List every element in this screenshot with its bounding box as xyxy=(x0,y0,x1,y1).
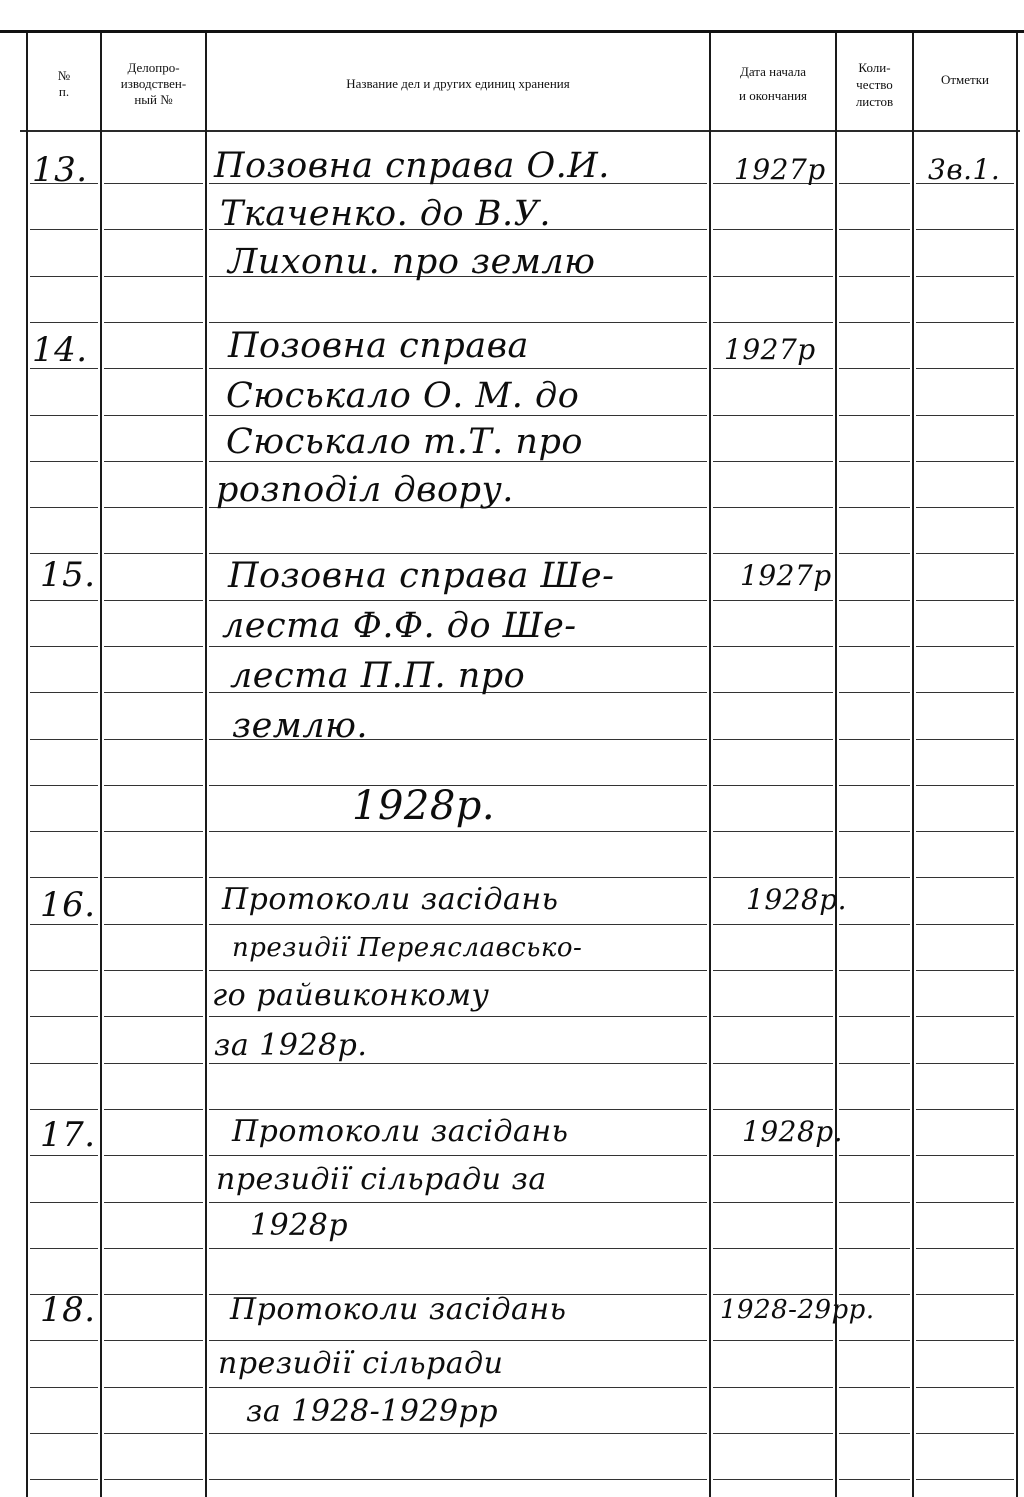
entry-title-line: розподіл двору. xyxy=(216,470,514,510)
ruled-line xyxy=(839,1016,910,1017)
entry-title-line: леста П.П. про xyxy=(230,656,526,696)
ruled-line xyxy=(916,785,1014,786)
ruled-line xyxy=(916,1202,1014,1203)
ruled-line xyxy=(916,831,1014,832)
ruled-line xyxy=(104,1109,203,1110)
col-line-2 xyxy=(205,33,207,1497)
ruled-line xyxy=(713,229,833,230)
ruled-line xyxy=(104,1063,203,1064)
ruled-line xyxy=(916,322,1014,323)
entry-title-line: леста Ф.Ф. до Ше- xyxy=(222,606,577,646)
ruled-line xyxy=(30,415,98,416)
ruled-line xyxy=(30,831,98,832)
entry-number: 13. xyxy=(32,150,88,190)
ruled-line xyxy=(839,415,910,416)
ruled-line xyxy=(104,1340,203,1341)
ruled-line xyxy=(713,646,833,647)
ruled-line xyxy=(916,1063,1014,1064)
ruled-line xyxy=(209,1433,707,1434)
ruled-line xyxy=(104,831,203,832)
ruled-line xyxy=(30,461,98,462)
ruled-line xyxy=(713,507,833,508)
ruled-line xyxy=(104,229,203,230)
entry-title-line: президії сільради за xyxy=(216,1162,547,1197)
ruled-line xyxy=(104,322,203,323)
ruled-line xyxy=(209,553,707,554)
top-border xyxy=(0,30,1024,33)
ruled-line xyxy=(713,553,833,554)
ruled-line xyxy=(30,553,98,554)
entry-title-line: Сюськало О. М. до xyxy=(226,376,580,416)
ruled-line xyxy=(104,877,203,878)
entry-number: 16. xyxy=(40,885,96,925)
ruled-line xyxy=(30,1063,98,1064)
ruled-line xyxy=(916,739,1014,740)
header-notes: Отметки xyxy=(940,72,990,87)
ruled-line xyxy=(839,368,910,369)
ruled-line xyxy=(839,924,910,925)
ruled-line xyxy=(30,785,98,786)
ruled-line xyxy=(713,600,833,601)
ruled-line xyxy=(916,461,1014,462)
header-sheet-count: Коли- чество листов xyxy=(855,59,894,109)
ruled-line xyxy=(839,739,910,740)
ruled-line xyxy=(713,924,833,925)
ruled-line xyxy=(713,1063,833,1064)
entry-title-line: Сюськало т.Т. про xyxy=(226,422,583,462)
ruled-line xyxy=(104,600,203,601)
ruled-line xyxy=(916,1387,1014,1388)
ruled-line xyxy=(713,1109,833,1110)
ruled-line xyxy=(839,1340,910,1341)
ruled-line xyxy=(30,692,98,693)
entry-title-line: за 1928-1929рр xyxy=(246,1394,499,1429)
ruled-line xyxy=(104,1202,203,1203)
ruled-line xyxy=(104,1433,203,1434)
ruled-line xyxy=(104,924,203,925)
ruled-line xyxy=(30,1387,98,1388)
ruled-line xyxy=(916,877,1014,878)
entry-title-line: Ткаченко. до В.У. xyxy=(220,194,552,234)
entry-title-line: за 1928р. xyxy=(214,1028,368,1063)
ruled-line xyxy=(209,1387,707,1388)
ruled-line xyxy=(209,646,707,647)
ruled-line xyxy=(30,646,98,647)
ruled-line xyxy=(713,877,833,878)
col-line-left xyxy=(26,33,28,1497)
ruled-line xyxy=(713,322,833,323)
ruled-line xyxy=(713,785,833,786)
entry-date: 1927р xyxy=(724,333,816,366)
ruled-line xyxy=(30,1340,98,1341)
col-line-1 xyxy=(100,33,102,1497)
ruled-line xyxy=(713,831,833,832)
ruled-line xyxy=(839,1433,910,1434)
ruled-line xyxy=(713,415,833,416)
ruled-line xyxy=(30,877,98,878)
ruled-line xyxy=(916,970,1014,971)
col-line-3 xyxy=(709,33,711,1497)
entry-number: 15. xyxy=(40,555,96,595)
ruled-line xyxy=(104,646,203,647)
ruled-line xyxy=(209,831,707,832)
ruled-line xyxy=(916,368,1014,369)
ruled-line xyxy=(104,739,203,740)
ruled-line xyxy=(104,1294,203,1295)
entry-date: 1928р. xyxy=(746,883,848,916)
header-dates: Дата начала и окончания xyxy=(738,64,808,103)
ruled-line xyxy=(713,739,833,740)
col-line-5 xyxy=(912,33,914,1497)
ruled-line xyxy=(839,831,910,832)
entry-title-line: Позовна справа О.И. xyxy=(214,146,610,186)
ruled-line xyxy=(30,507,98,508)
ruled-line xyxy=(30,1202,98,1203)
col-line-right xyxy=(1016,33,1018,1497)
ruled-line xyxy=(209,1155,707,1156)
entry-date: 1928р. xyxy=(742,1115,844,1148)
entry-title-line: землю. xyxy=(232,706,369,746)
ruled-line xyxy=(713,1155,833,1156)
entry-date: 1928-29рр. xyxy=(720,1295,875,1325)
ruled-line xyxy=(839,785,910,786)
ruled-line xyxy=(839,507,910,508)
ruled-line xyxy=(839,183,910,184)
ruled-line xyxy=(209,1479,707,1480)
ruled-line xyxy=(209,924,707,925)
ruled-line xyxy=(209,1016,707,1017)
ruled-line xyxy=(104,461,203,462)
ruled-line xyxy=(209,322,707,323)
ruled-line xyxy=(209,1202,707,1203)
ruled-line xyxy=(916,1248,1014,1249)
entry-number: 18. xyxy=(40,1290,96,1330)
ruled-line xyxy=(839,1202,910,1203)
ruled-line xyxy=(839,1063,910,1064)
ruled-line xyxy=(839,276,910,277)
entry-title-line: президії сільради xyxy=(218,1346,504,1381)
ruled-line xyxy=(209,600,707,601)
ruled-line xyxy=(916,692,1014,693)
ruled-line xyxy=(713,1016,833,1017)
ruled-line xyxy=(916,1016,1014,1017)
entry-title-line: Протоколи засідань xyxy=(222,882,559,917)
ruled-line xyxy=(104,1248,203,1249)
ruled-line xyxy=(104,1016,203,1017)
ruled-line xyxy=(916,1294,1014,1295)
ruled-line xyxy=(916,1433,1014,1434)
ruled-line xyxy=(104,507,203,508)
ruled-line xyxy=(209,1248,707,1249)
ruled-line xyxy=(209,368,707,369)
ruled-line xyxy=(839,970,910,971)
entry-title-line: го райвиконкому xyxy=(212,978,490,1013)
ruled-line xyxy=(916,600,1014,601)
ruled-line xyxy=(30,1155,98,1156)
ruled-line xyxy=(30,970,98,971)
ruled-line xyxy=(839,1109,910,1110)
ruled-line xyxy=(30,1248,98,1249)
ruled-line xyxy=(916,1155,1014,1156)
ruled-line xyxy=(916,553,1014,554)
entry-title-line: Протоколи засідань xyxy=(230,1292,567,1327)
ruled-line xyxy=(104,1387,203,1388)
ruled-line xyxy=(916,415,1014,416)
ruled-line xyxy=(104,1479,203,1480)
ruled-line xyxy=(30,1109,98,1110)
ruled-line xyxy=(839,877,910,878)
ruled-line xyxy=(839,229,910,230)
ruled-line xyxy=(104,415,203,416)
ruled-line xyxy=(209,970,707,971)
entry-date: 1927р xyxy=(740,559,832,592)
ruled-line xyxy=(30,229,98,230)
ruled-line xyxy=(713,276,833,277)
entry-title-line: президії Переяславсько- xyxy=(232,933,583,963)
ruled-line xyxy=(30,1433,98,1434)
ruled-line xyxy=(209,877,707,878)
ruled-line xyxy=(104,553,203,554)
ruled-line xyxy=(916,229,1014,230)
entry-number: 14. xyxy=(32,330,88,370)
ruled-line xyxy=(209,1109,707,1110)
entry-title-line: Позовна справа xyxy=(228,326,529,366)
ruled-line xyxy=(713,1387,833,1388)
ruled-line xyxy=(839,1479,910,1480)
header-number: № п. xyxy=(57,68,71,99)
ruled-line xyxy=(30,276,98,277)
entry-number: 17. xyxy=(40,1115,96,1155)
ruled-line xyxy=(713,970,833,971)
ruled-line xyxy=(30,1479,98,1480)
ruled-line xyxy=(713,1340,833,1341)
ruled-line xyxy=(713,1248,833,1249)
entry-note: 3в.1. xyxy=(928,153,1001,186)
ruled-line xyxy=(209,1340,707,1341)
ruled-line xyxy=(30,600,98,601)
ruled-line xyxy=(839,692,910,693)
ruled-line xyxy=(916,1479,1014,1480)
year-divider: 1928р. xyxy=(352,783,496,829)
ruled-line xyxy=(104,1155,203,1156)
ruled-line xyxy=(713,461,833,462)
ruled-line xyxy=(104,183,203,184)
ruled-line xyxy=(104,785,203,786)
ruled-line xyxy=(916,1109,1014,1110)
ruled-line xyxy=(104,276,203,277)
ruled-line xyxy=(916,507,1014,508)
ruled-line xyxy=(839,1155,910,1156)
ruled-line xyxy=(713,692,833,693)
ruled-line xyxy=(104,368,203,369)
ruled-line xyxy=(713,1433,833,1434)
ruled-line xyxy=(839,646,910,647)
entry-title-line: Лихопи. про землю xyxy=(228,242,596,282)
ruled-line xyxy=(839,600,910,601)
ruled-line xyxy=(839,1387,910,1388)
col-line-4 xyxy=(835,33,837,1497)
ruled-line xyxy=(839,461,910,462)
ruled-line xyxy=(839,322,910,323)
ruled-line xyxy=(30,739,98,740)
ruled-line xyxy=(713,1479,833,1480)
ruled-line xyxy=(30,322,98,323)
ruled-line xyxy=(839,553,910,554)
ruled-line xyxy=(104,970,203,971)
entry-title-line: Позовна справа Ше- xyxy=(228,556,615,596)
header-title: Название дел и других единиц хранения xyxy=(346,76,570,91)
ruled-line xyxy=(916,276,1014,277)
ruled-line xyxy=(839,1248,910,1249)
entry-title-line: Протоколи засідань xyxy=(232,1114,569,1149)
entry-title-line: 1928р xyxy=(250,1208,349,1243)
ruled-line xyxy=(104,692,203,693)
entry-date: 1927р xyxy=(734,153,826,186)
ruled-line xyxy=(916,646,1014,647)
ruled-line xyxy=(916,1340,1014,1341)
ruled-line xyxy=(713,1202,833,1203)
ruled-line xyxy=(916,924,1014,925)
header-office-number: Делопро- изводствен- ный № xyxy=(120,60,187,107)
ruled-line xyxy=(30,1016,98,1017)
header-bottom-border xyxy=(20,130,1020,132)
